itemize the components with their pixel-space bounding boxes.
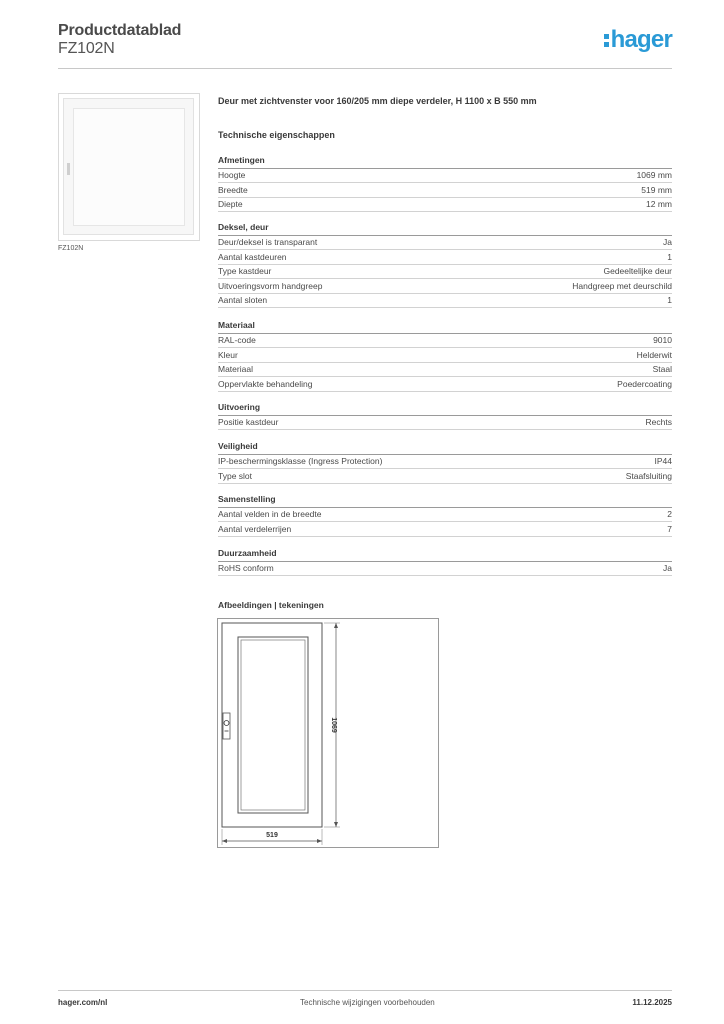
spec-value: Helderwit xyxy=(636,349,672,360)
spec-row xyxy=(218,265,672,279)
width-label: 519 xyxy=(266,832,278,839)
spec-row xyxy=(218,470,672,484)
spec-value: 1 xyxy=(667,251,672,262)
section-title: Deksel, deur xyxy=(218,222,269,232)
spec-row xyxy=(218,455,672,469)
handle-plate xyxy=(223,713,230,739)
door-drawing-svg xyxy=(218,619,438,847)
spec-value: 12 mm xyxy=(646,199,672,209)
spec-key: Uitvoeringsvorm handgreep xyxy=(218,280,323,291)
header-divider xyxy=(58,68,672,69)
spec-row xyxy=(218,280,672,294)
spec-row xyxy=(218,184,672,198)
spec-key: RoHS conform xyxy=(218,563,274,573)
footer-website[interactable]: hager.com/nl xyxy=(58,998,108,1007)
spec-key: Type slot xyxy=(218,470,253,481)
spec-row xyxy=(218,378,672,392)
page-title: Productdatablad xyxy=(58,22,182,39)
spec-row xyxy=(218,523,672,537)
spec-value: Ja xyxy=(663,237,672,247)
technical-drawing xyxy=(217,618,439,848)
logo-text: hager xyxy=(610,26,672,53)
height-arrow-bottom xyxy=(334,822,338,827)
spec-row xyxy=(218,169,672,183)
section-title: Uitvoering xyxy=(218,402,261,412)
spec-row xyxy=(218,198,672,212)
drawings-heading: Afbeeldingen | tekeningen xyxy=(218,600,324,610)
spec-value: Gedeeltelijke deur xyxy=(603,266,672,276)
spec-row xyxy=(218,562,672,576)
spec-key: Oppervlakte behandeling xyxy=(218,378,313,389)
product-thumbnail xyxy=(58,93,200,241)
spec-key: Aantal velden in de breedte xyxy=(218,509,322,519)
spec-key: Type kastdeur xyxy=(218,266,272,276)
section-title: Materiaal xyxy=(218,320,255,330)
spec-value: 2 xyxy=(667,509,672,519)
spec-value: Ja xyxy=(663,563,672,573)
logo-mark-icon xyxy=(604,31,609,50)
door-handle-icon xyxy=(67,163,70,175)
door-image xyxy=(63,98,194,235)
spec-row xyxy=(218,508,672,522)
footer-divider xyxy=(58,990,672,991)
section-title: Veiligheid xyxy=(218,441,258,451)
width-arrow-left xyxy=(222,839,227,843)
section-title: Samenstelling xyxy=(218,494,276,504)
thumbnail-caption: FZ102N xyxy=(58,245,84,252)
spec-row xyxy=(218,416,672,430)
spec-key: Diepte xyxy=(218,199,243,209)
spec-key: Materiaal xyxy=(218,364,253,374)
window-inner xyxy=(241,640,305,810)
spec-value: 519 mm xyxy=(641,184,672,195)
window-outer xyxy=(238,637,308,813)
spec-key: Breedte xyxy=(218,184,248,195)
spec-value: 1069 mm xyxy=(636,170,672,180)
spec-key: Deur/deksel is transparant xyxy=(218,237,318,247)
footer-note: Technische wijzigingen voorbehouden xyxy=(300,998,435,1007)
spec-key: Hoogte xyxy=(218,170,246,180)
spec-key: Aantal kastdeuren xyxy=(218,251,287,262)
door-window xyxy=(73,108,185,226)
spec-key: RAL-code xyxy=(218,335,256,345)
door-outline xyxy=(222,623,322,827)
spec-value: Staafsluiting xyxy=(625,470,672,481)
spec-row xyxy=(218,349,672,363)
section-title: Afmetingen xyxy=(218,155,265,165)
footer-date: 11.12.2025 xyxy=(632,998,672,1007)
spec-row xyxy=(218,363,672,377)
width-arrow-right xyxy=(317,839,322,843)
spec-row xyxy=(218,236,672,250)
spec-value: 7 xyxy=(667,523,672,534)
spec-value: 1 xyxy=(667,295,672,305)
spec-value: Handgreep met deurschild xyxy=(572,280,672,291)
spec-row xyxy=(218,251,672,265)
tech-properties-heading: Technische eigenschappen xyxy=(218,130,335,140)
spec-key: Kleur xyxy=(218,349,238,360)
spec-key: IP-beschermingsklasse (Ingress Protection) xyxy=(218,456,383,466)
spec-row xyxy=(218,334,672,348)
spec-value: Poedercoating xyxy=(617,378,672,389)
height-label: 1069 xyxy=(330,717,337,733)
height-arrow-top xyxy=(334,623,338,628)
hager-logo xyxy=(604,26,672,54)
spec-value: 9010 xyxy=(653,335,672,345)
spec-value: Staal xyxy=(652,364,672,374)
page-header xyxy=(58,20,672,68)
section-title: Duurzaamheid xyxy=(218,548,277,558)
spec-key: Aantal verdelerrijen xyxy=(218,523,292,534)
spec-value: IP44 xyxy=(654,456,672,466)
spec-key: Positie kastdeur xyxy=(218,417,279,427)
spec-row xyxy=(218,294,672,308)
spec-value: Rechts xyxy=(645,417,672,427)
spec-key: Aantal sloten xyxy=(218,295,268,305)
product-code: FZ102N xyxy=(58,40,115,57)
product-description: Deur met zichtvenster voor 160/205 mm diepe verdeler, H 1100 x B 550 mm xyxy=(218,96,537,106)
